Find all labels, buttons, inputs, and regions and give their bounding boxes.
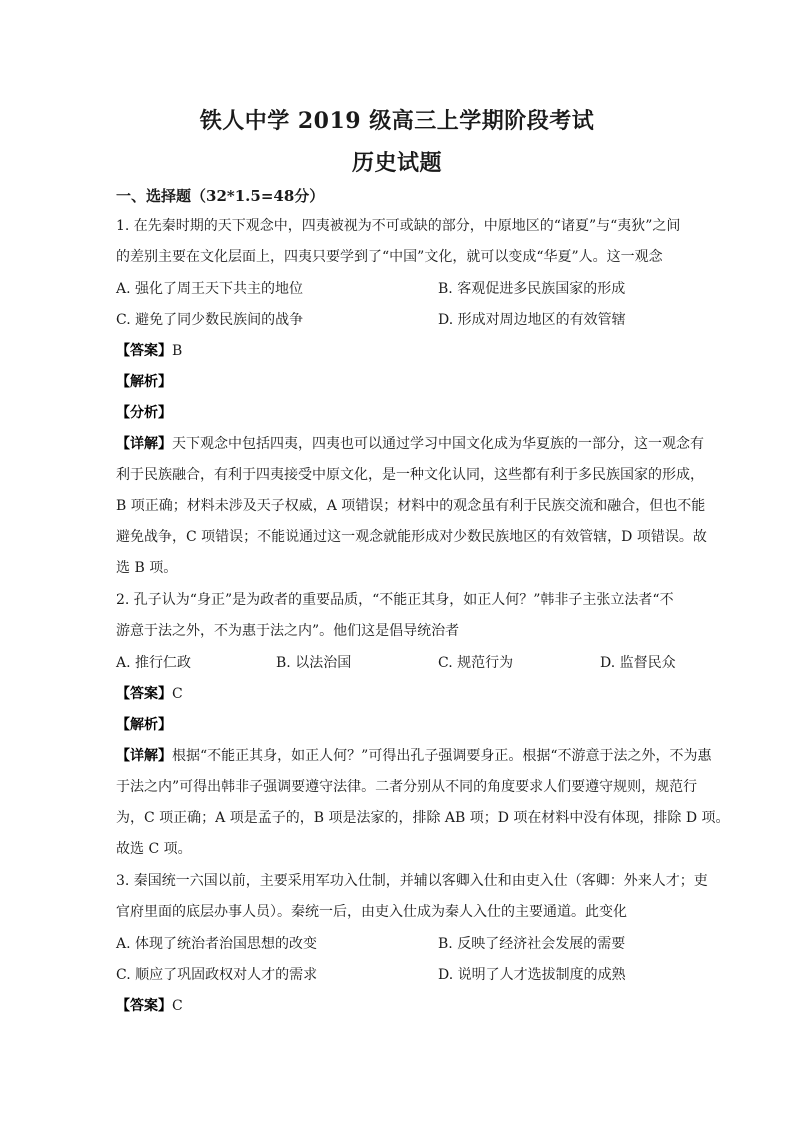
analysis-tag: 【解析】 [116,374,172,390]
q1-answer-value: B [172,343,183,359]
analysis-tag: 【解析】 [116,717,172,733]
q1-option-d: D. 形成对周边地区的有效管辖 [438,312,626,328]
q1-options-row2 [116,310,690,330]
q3-option-b: B. 反映了经济社会发展的需要 [438,936,626,952]
q2-answer [116,684,690,704]
q2-option-c: C. 规范行为 [438,655,514,671]
q1-detail-line5: 选 B 项。 [116,560,178,576]
q1-fenxi-tag [116,403,690,423]
answer-tag: 【答案】 [116,998,172,1014]
exam-subtitle: 历史试题 [351,150,442,176]
q2-option-b: B. 以法治国 [276,655,352,671]
detail-tag: 【详解】 [116,748,172,764]
q1-detail-line3: B 项正确；材料未涉及天子权威，A 项错误；材料中的观念虽有利于民族交流和融合，但也不能 [116,498,706,514]
q1-detail-text1: 天下观念中包括四夷，四夷也可以通过学习中国文化成为华夏族的一部分，这一观念有 [172,436,704,452]
q3-stem-line1: 3. 秦国统一六国以前，主要采用军功入仕制，并辅以客卿入仕和由吏入仕（客卿：外来人才；吏 [116,873,708,889]
detail-tag: 【详解】 [116,436,172,452]
q3-answer-value: C [172,998,183,1014]
q1-stem-line1: 1. 在先秦时期的天下观念中，四夷被视为不可或缺的部分，中原地区的“诸夏”与“夷狄”之间 [116,218,681,234]
q2-option-d: D. 监督民众 [600,655,676,671]
q2-detail-line1 [116,746,712,766]
q1-detail-line4: 避免战争，C 项错误；不能说通过这一观念就能形成对少数民族地区的有效管辖，D 项错误。故 [116,529,707,545]
q1-options-row1 [116,279,690,299]
answer-tag: 【答案】 [116,686,172,702]
q2-detail-line3: 为，C 项正确；A 项是孟子的，B 项是法家的，排除 AB 项；D 项在材料中没有体现，排除 D 项。 [116,810,730,826]
q2-answer-value: C [172,686,183,702]
answer-tag: 【答案】 [116,343,172,359]
q2-detail-text1: 根据“不能正其身，如正人何？”可得出孔子强调要身正。根据“不游意于法之外，不为惠 [172,748,712,764]
q1-answer [116,341,690,361]
exam-title: 铁人中学 2019 级高三上学期阶段考试 [199,108,595,134]
q2-option-a: A. 推行仁政 [116,655,192,671]
q3-option-d: D. 说明了人才选拔制度的成熟 [438,967,626,983]
fenxi-tag: 【分析】 [116,405,172,421]
q3-option-c: C. 顺应了巩固政权对人才的需求 [116,967,318,983]
q1-option-a: A. 强化了周王天下共主的地位 [116,281,304,297]
q1-stem-line2: 的差别主要在文化层面上，四夷只要学到了“中国”文化，就可以变成“华夏”人。这一观念 [116,249,663,265]
q1-analysis-tag [116,372,690,392]
q3-option-a: A. 体现了统治者治国思想的改变 [116,936,318,952]
q2-stem-line2: 游意于法之外，不为惠于法之内”。他们这是倡导统治者 [116,623,460,639]
section-heading: 一、选择题（32*1.5=48分） [116,187,325,205]
q2-detail-line4: 故选 C 项。 [116,841,192,857]
q3-answer [116,996,690,1016]
q3-stem-line2: 官府里面的底层办事人员）。秦统一后，由吏入仕成为秦人入仕的主要通道。此变化 [116,904,627,920]
q1-detail-line2: 利于民族融合，有利于四夷接受中原文化，是一种文化认同，这些都有利于多民族国家的形成， [116,467,704,483]
q2-stem-line1: 2. 孔子认为“身正”是为政者的重要品质，“不能正其身，如正人何？”韩非子主张立法者“不 [116,592,674,608]
q3-options-row1 [116,934,690,954]
q1-option-b: B. 客观促进多民族国家的形成 [438,281,626,297]
q2-analysis-tag [116,715,690,735]
q2-options-row [116,653,690,673]
q2-detail-line2: 于法之内”可得出韩非子强调要遵守法律。二者分别从不同的角度要求人们要遵守规则，规范行 [116,779,698,795]
q1-option-c: C. 避免了同少数民族间的战争 [116,312,304,328]
q3-options-row2 [116,965,690,985]
q1-detail-line1 [116,434,704,454]
